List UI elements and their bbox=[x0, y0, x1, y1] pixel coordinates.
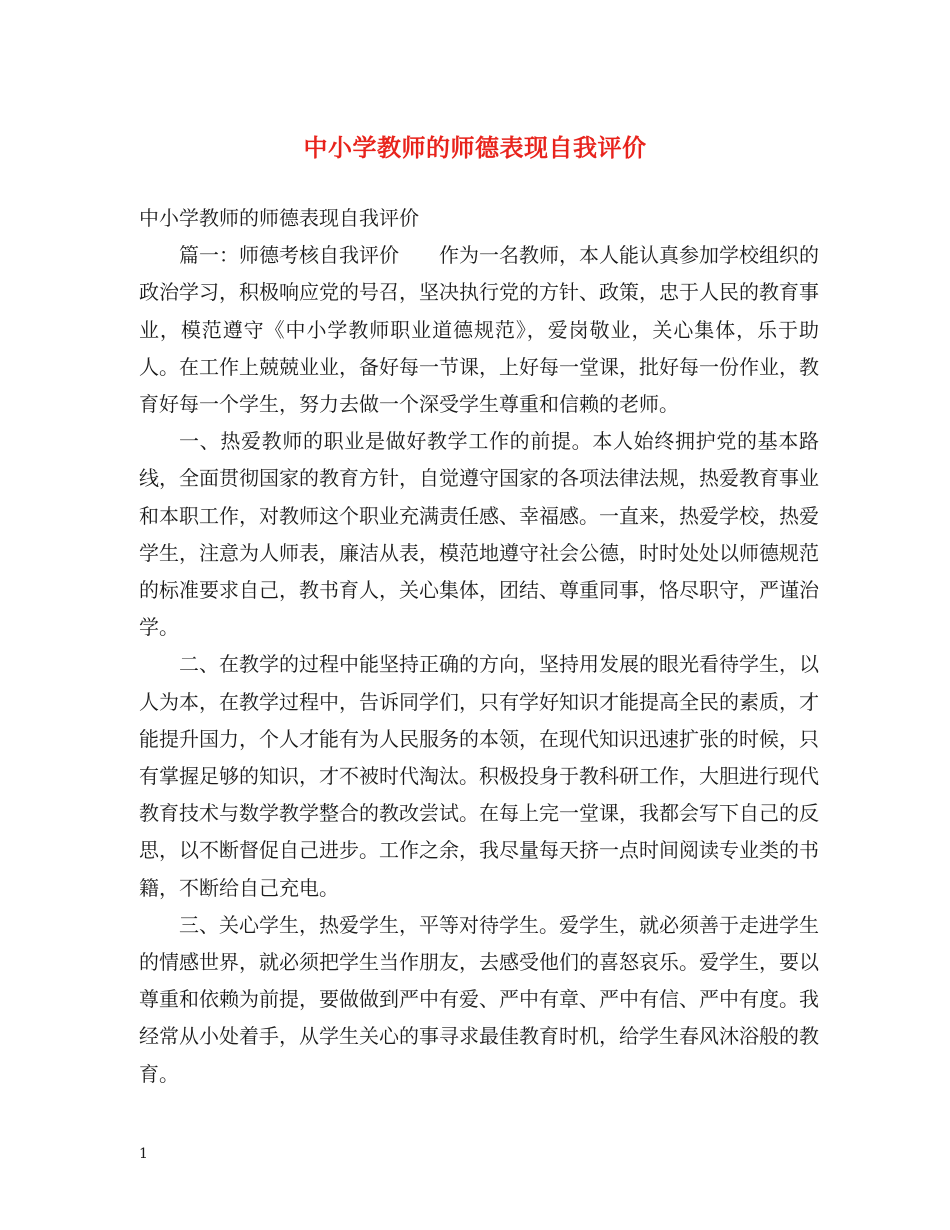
page-number: 1 bbox=[139, 1146, 148, 1162]
document-body bbox=[139, 200, 819, 1093]
paragraph-two: 二、在教学的过程中能坚持正确的方向，坚持用发展的眼光看待学生，以人为本，在教学过程中，告诉同学们，只有学好知识才能提高全民的素质，才能提升国力，个人才能有为人民服务的本领，在现代知识迅速扩张的时候，只有掌握足够的知识，才不被时代淘汰。积极投身于教科研工作，大胆进行现代教育技术与数学教学整合的教改尝试。在每上完一堂课，我都会写下自己的反思，以不断督促自己进步。工作之余，我尽量每天挤一点时间阅读专业类的书籍，不断给自己充电。 bbox=[139, 652, 819, 900]
document-subtitle: 中小学教师的师德表现自我评价 bbox=[139, 206, 419, 230]
paragraph-intro: 篇一：师德考核自我评价 作为一名教师，本人能认真参加学校组织的政治学习，积极响应党的号召，坚决执行党的方针、政策，忠于人民的教育事业，模范遵守《中小学教师职业道德规范》，爱岗敬业，关心集体，乐于助人。在工作上兢兢业业，备好每一节课，上好每一堂课，批好每一份作业，教育好每一个学生，努力去做一个深受学生尊重和信赖的老师。 bbox=[139, 243, 819, 417]
paragraph-three: 三、关心学生，热爱学生，平等对待学生。爱学生，就必须善于走进学生的情感世界，就必须把学生当作朋友，去感受他们的喜怒哀乐。爱学生，要以尊重和依赖为前提，要做做到严中有爱、严中有章、严中有信、严中有度。我经常从小处着手，从学生关心的事寻求最佳教育时机，给学生春风沐浴般的教育。 bbox=[139, 912, 819, 1086]
document-title: 中小学教师的师德表现自我评价 bbox=[303, 133, 647, 162]
paragraph-one: 一、热爱教师的职业是做好教学工作的前提。本人始终拥护党的基本路线，全面贯彻国家的教育方针，自觉遵守国家的各项法律法规，热爱教育事业和本职工作，对教师这个职业充满责任感、幸福感。一直来，热爱学校，热爱学生，注意为人师表，廉洁从表，模范地遵守社会公德，时时处处以师德规范的标准要求自己，教书育人，关心集体，团结、尊重同事，恪尽职守，严谨治学。 bbox=[139, 429, 819, 640]
